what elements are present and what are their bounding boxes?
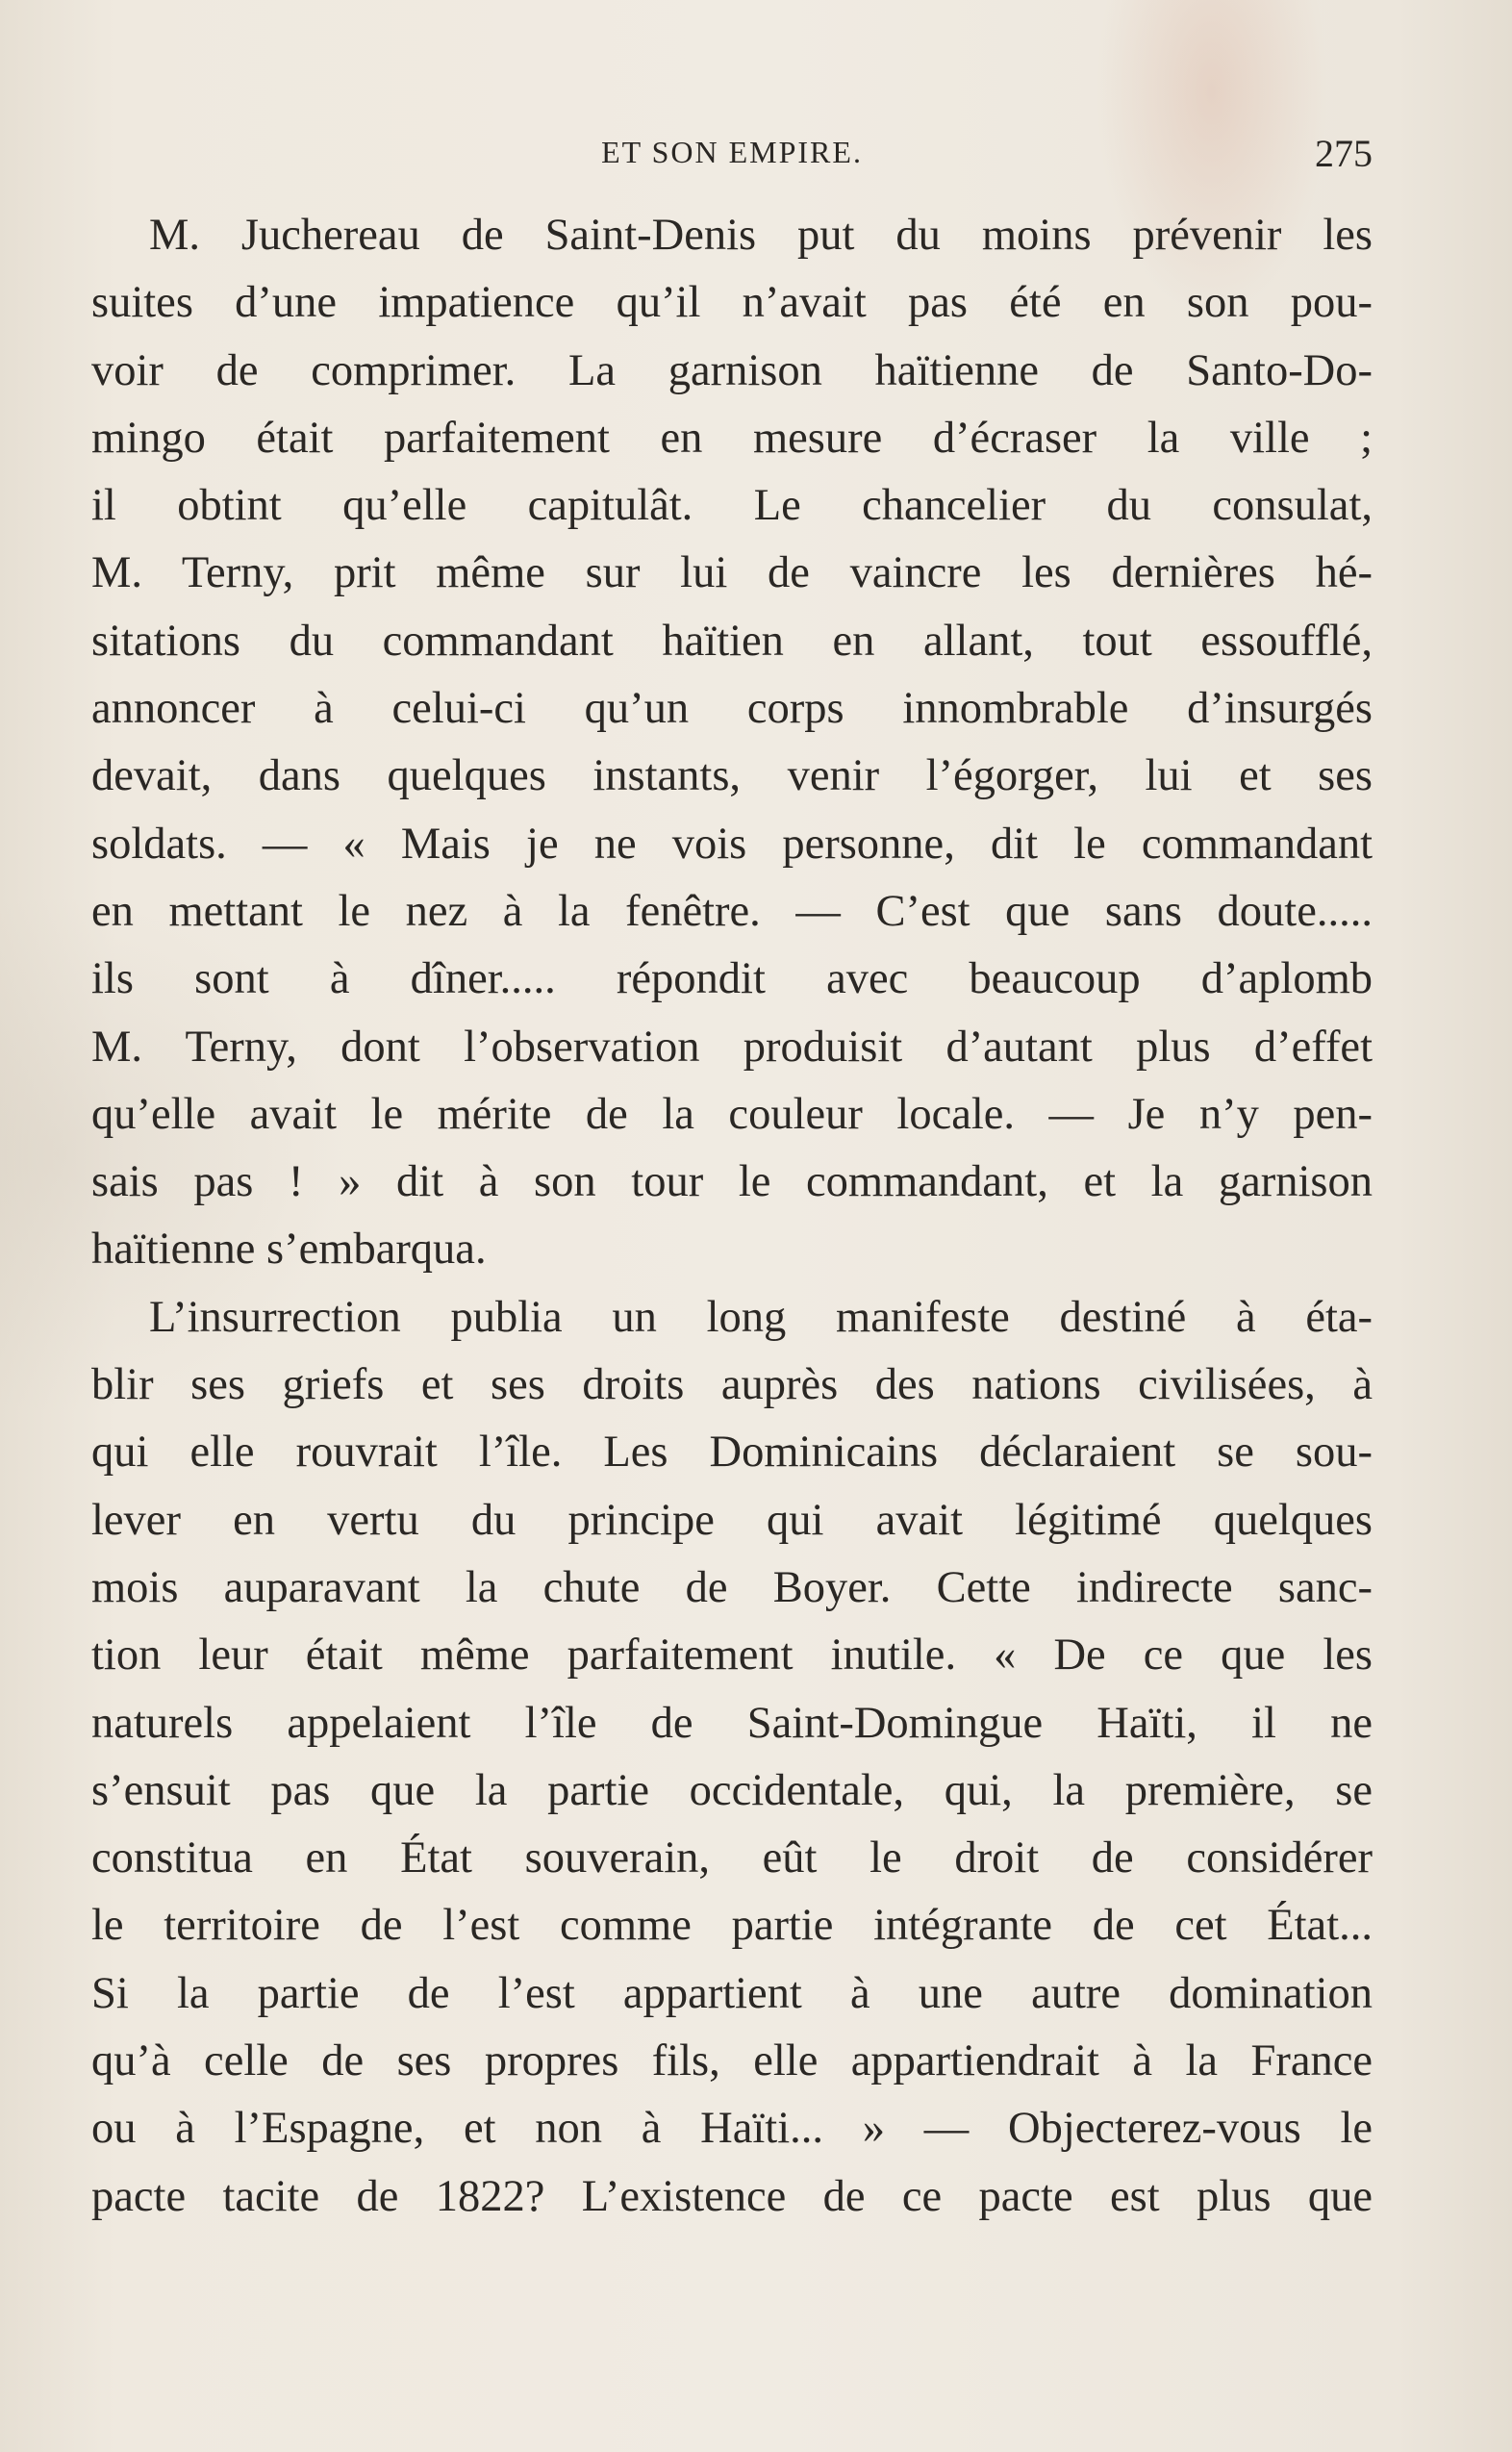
paragraph-2	[91, 1284, 1373, 2231]
text-line: M. Terny, prit même sur lui de vaincre les dernières hé-	[91, 548, 1373, 598]
page-header	[91, 132, 1373, 183]
text-line: voir de comprimer. La garnison haïtienne de Santo-Do-	[91, 345, 1373, 395]
text-line: devait, dans quelques instants, venir l’égorger, lui et ses	[91, 751, 1373, 801]
text-line: en mettant le nez à la fenêtre. — C’est que sans doute.....	[91, 886, 1373, 936]
text-line: naturels appelaient l’île de Saint-Domingue Haïti, il ne	[91, 1698, 1373, 1748]
text-line: tion leur était même parfaitement inutile. « De ce que les	[91, 1630, 1373, 1681]
text-line: qu’elle avait le mérite de la couleur locale. — Je n’y pen-	[91, 1089, 1373, 1139]
text-line: M. Terny, dont l’observation produisit d’autant plus d’effet	[91, 1022, 1373, 1072]
text-line: sitations du commandant haïtien en allant, tout essoufflé,	[91, 616, 1373, 666]
text-line: blir ses griefs et ses droits auprès des nations civilisées, à	[91, 1360, 1373, 1410]
text-line: il obtint qu’elle capitulât. Le chancelier du consulat,	[91, 481, 1373, 531]
text-line: constitua en État souverain, eût le droit de considérer	[91, 1833, 1373, 1883]
text-line: ou à l’Espagne, et non à Haïti... » — Objecterez-vous le	[91, 2104, 1373, 2154]
text-line: lever en vertu du principe qui avait légitimé quelques	[91, 1495, 1373, 1545]
text-line: annoncer à celui-ci qu’un corps innombrable d’insurgés	[91, 684, 1373, 734]
text-line: L’insurrection publia un long manifeste destiné à éta-	[149, 1292, 1373, 1342]
text-line: pacte tacite de 1822? L’existence de ce pacte est plus que	[91, 2171, 1373, 2221]
text-line: soldats. — « Mais je ne vois personne, dit le commandant	[91, 819, 1373, 869]
text-line: mois auparavant la chute de Boyer. Cette indirecte sanc-	[91, 1562, 1373, 1612]
text-line: ils sont à dîner..... répondit avec beaucoup d’aplomb	[91, 954, 1373, 1004]
text-line: sais pas ! » dit à son tour le commandant, et la garnison	[91, 1157, 1373, 1207]
paragraph-1	[91, 202, 1373, 1284]
page-number: 275	[1315, 132, 1373, 175]
running-head: ET SON EMPIRE.	[601, 135, 863, 169]
text-line: le territoire de l’est comme partie intégrante de cet État...	[91, 1901, 1373, 1951]
text-line: s’ensuit pas que la partie occidentale, qui, la première, se	[91, 1765, 1373, 1815]
text-line: M. Juchereau de Saint-Denis put du moins prévenir les	[149, 211, 1373, 260]
text-line: mingo était parfaitement en mesure d’écraser la ville ;	[91, 413, 1373, 463]
text-line: suites d’une impatience qu’il n’avait pas été en son pou-	[91, 278, 1373, 328]
text-line: haïtienne s’embarqua.	[91, 1225, 487, 1275]
text-line: Si la partie de l’est appartient à une autre domination	[91, 1968, 1373, 2018]
text-line: qu’à celle de ses propres fils, elle appartiendrait à la France	[91, 2036, 1373, 2086]
text-line: qui elle rouvrait l’île. Les Dominicains déclaraient se sou-	[91, 1428, 1373, 1478]
body-text	[91, 202, 1373, 2231]
